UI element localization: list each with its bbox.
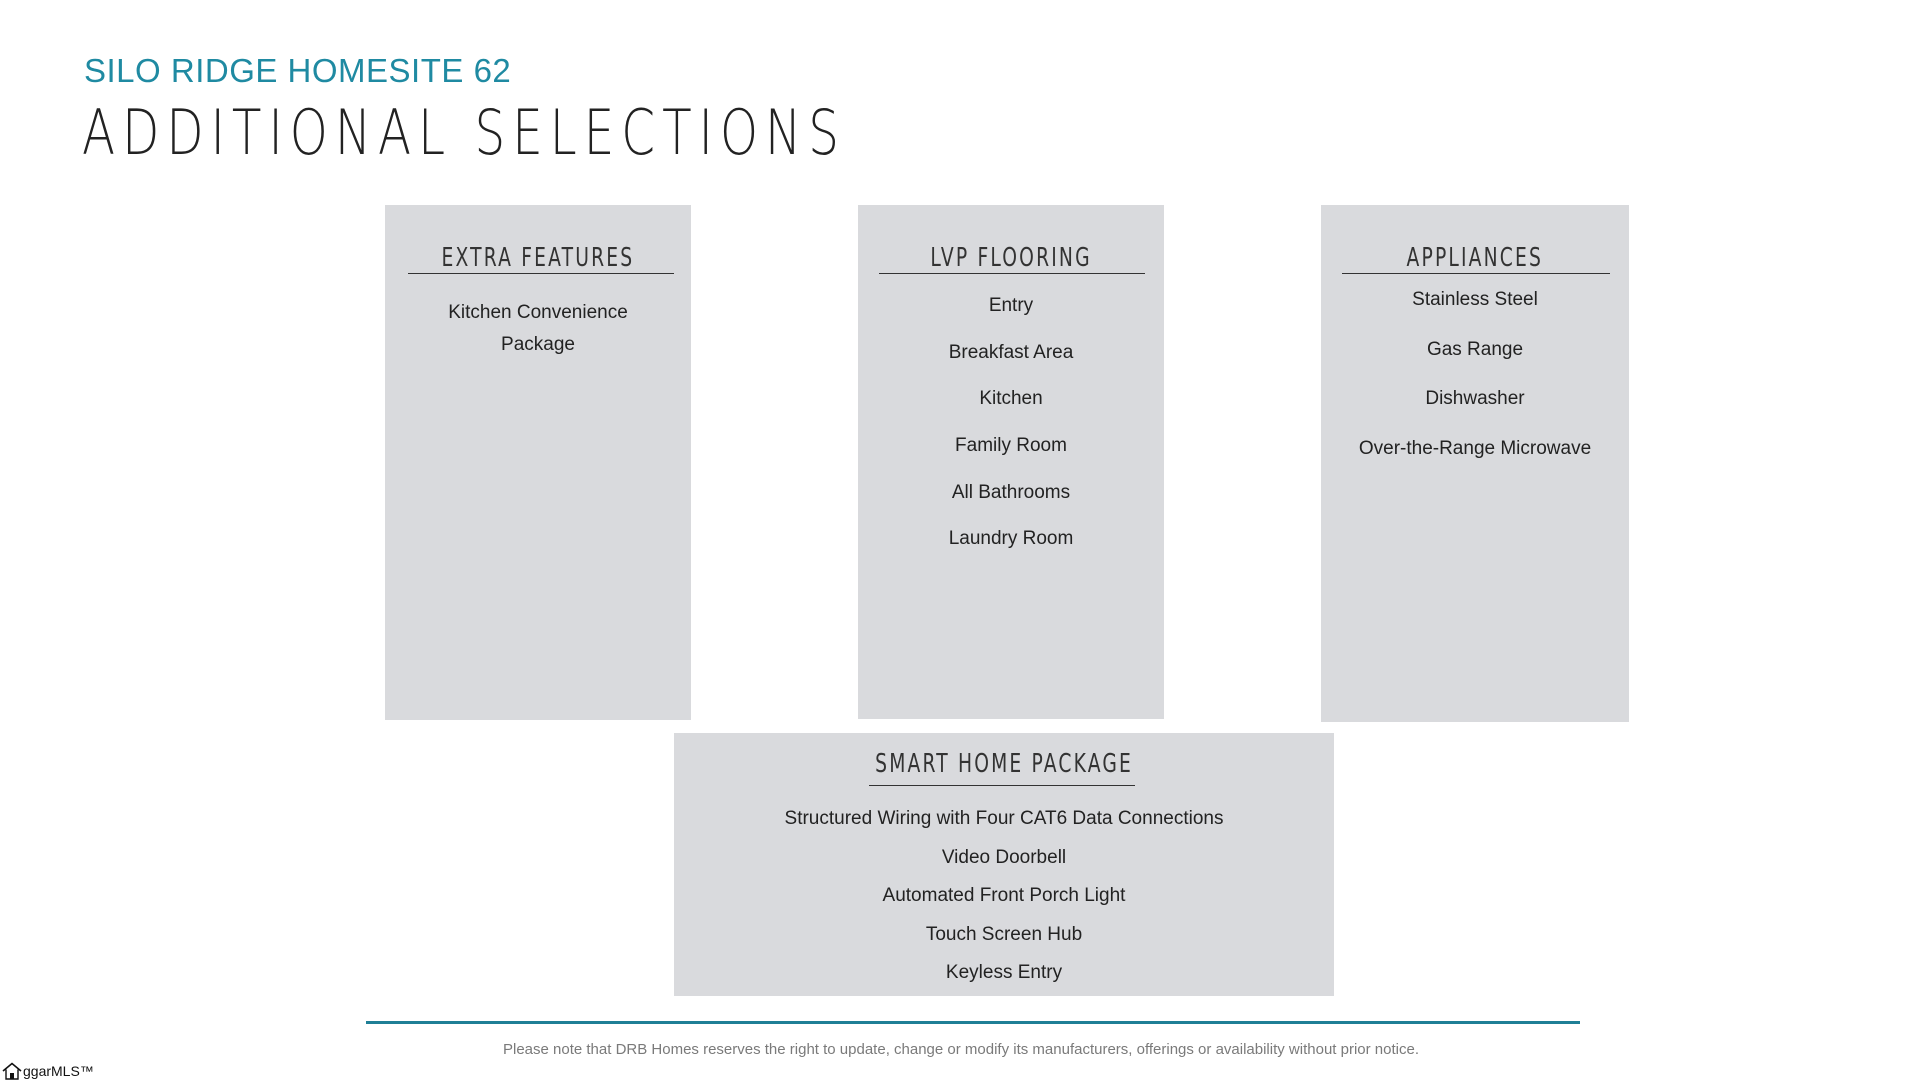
panel-heading: LVP FLOORING bbox=[930, 243, 1092, 273]
list-item: Kitchen Convenience Package bbox=[448, 302, 628, 355]
appliances-panel bbox=[1321, 205, 1629, 722]
list-item: Kitchen bbox=[979, 388, 1043, 409]
list-item: Breakfast Area bbox=[948, 342, 1074, 363]
list-item: Automated Front Porch Light bbox=[882, 885, 1126, 906]
footer-divider bbox=[366, 1021, 1580, 1024]
list-item: Dishwasher bbox=[1425, 388, 1525, 409]
panel-heading: SMART HOME PACKAGE bbox=[875, 749, 1133, 779]
list-item: Family Room bbox=[955, 435, 1067, 456]
list-item: Gas Range bbox=[1426, 339, 1524, 360]
watermark-text: ggarMLS™ bbox=[23, 1063, 94, 1079]
extra-features-panel bbox=[385, 205, 691, 720]
panel-heading: APPLIANCES bbox=[1406, 243, 1544, 273]
panel-heading: EXTRA FEATURES bbox=[441, 243, 635, 273]
disclaimer: Please note that DRB Homes reserves the right to update, change or modify its manufacturers, offerings or availability without prior notice. bbox=[502, 1041, 1419, 1058]
house-logo-icon bbox=[2, 1062, 22, 1080]
list-item: Keyless Entry bbox=[945, 962, 1063, 983]
list-item: Stainless Steel bbox=[1412, 289, 1538, 310]
mls-watermark bbox=[2, 1062, 94, 1080]
list-item: Entry bbox=[988, 295, 1034, 316]
list-item: Touch Screen Hub bbox=[925, 924, 1083, 945]
heading-underline bbox=[879, 273, 1145, 274]
heading-underline bbox=[408, 273, 674, 274]
heading-underline bbox=[1342, 273, 1610, 274]
page-title: ADDITIONAL SELECTIONS bbox=[82, 96, 846, 169]
list-item: Video Doorbell bbox=[941, 847, 1067, 868]
heading-underline bbox=[869, 785, 1135, 786]
page-subtitle: SILO RIDGE HOMESITE 62 bbox=[84, 52, 512, 89]
list-item: Structured Wiring with Four CAT6 Data Connections bbox=[784, 808, 1224, 829]
list-item: Over-the-Range Microwave bbox=[1358, 438, 1592, 459]
list-item: All Bathrooms bbox=[951, 482, 1071, 503]
smart-home-panel bbox=[674, 733, 1334, 996]
lvp-flooring-panel bbox=[858, 205, 1164, 719]
list-item: Laundry Room bbox=[948, 528, 1074, 549]
